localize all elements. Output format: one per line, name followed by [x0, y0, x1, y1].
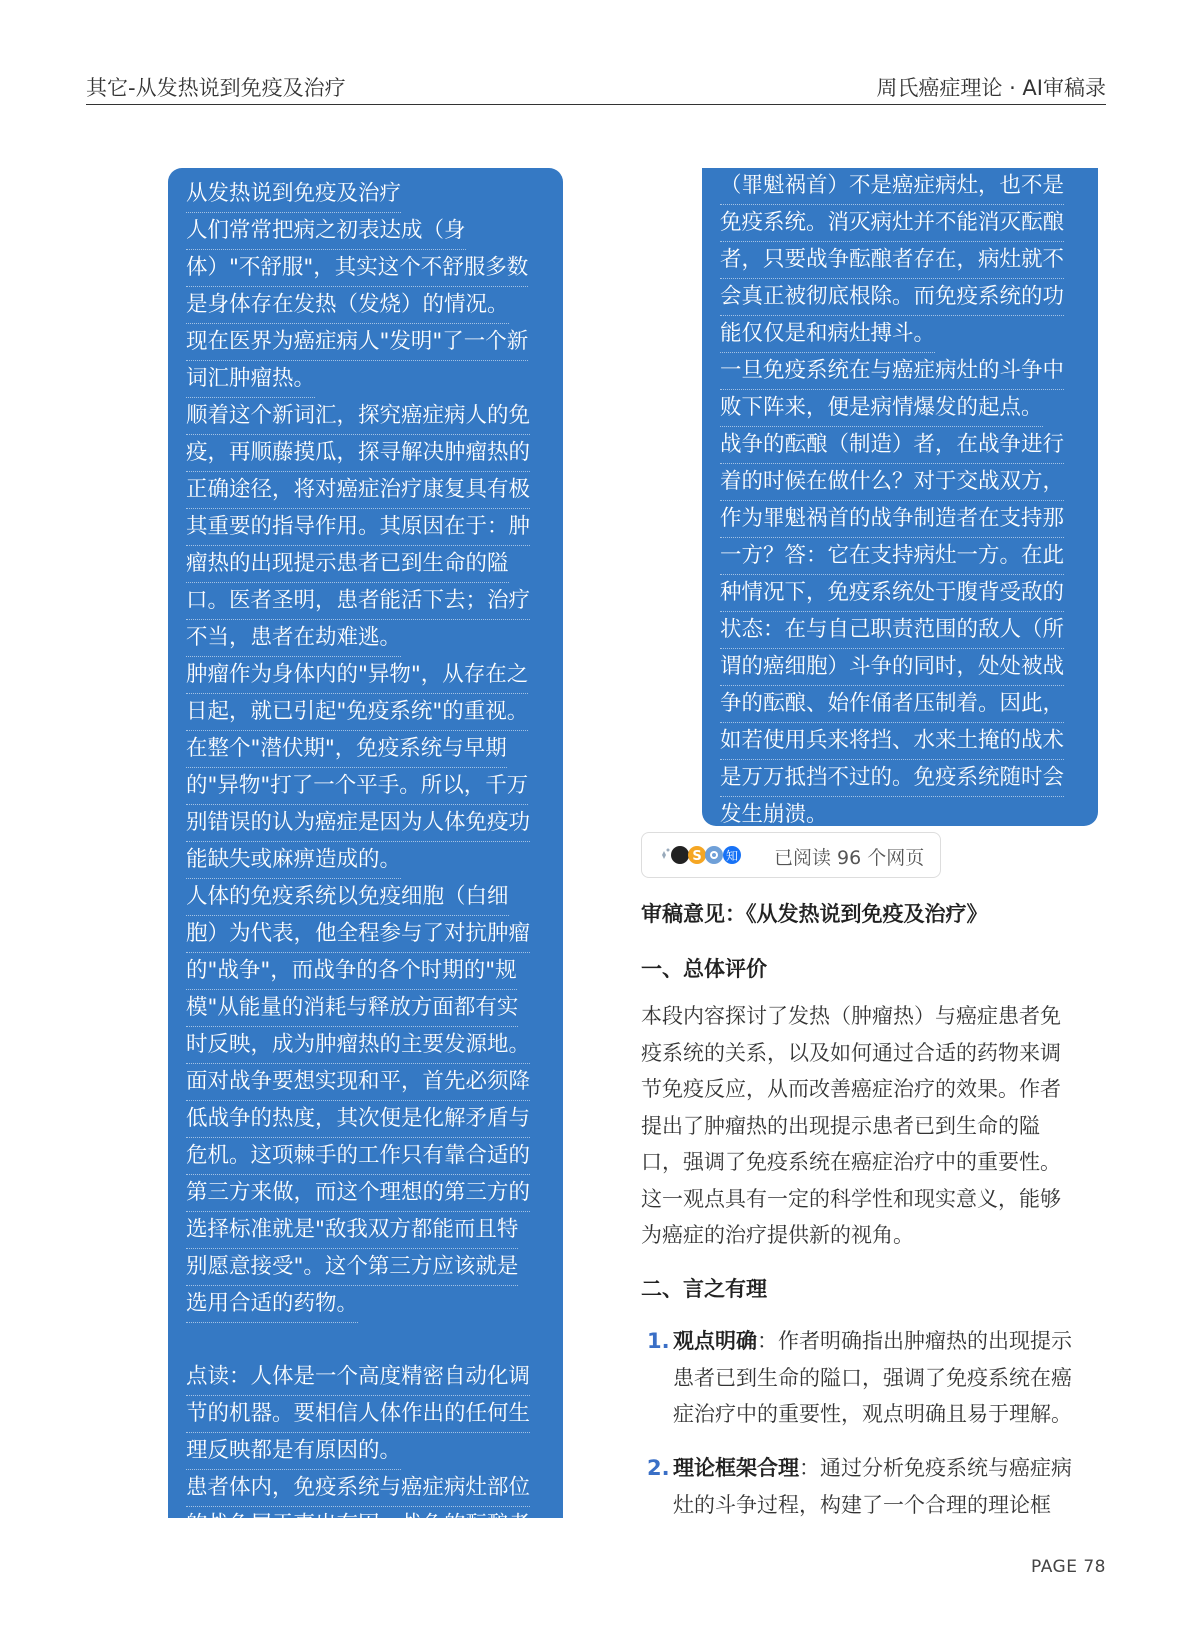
text-line: 人体的免疫系统以免疫细胞（白细 — [186, 879, 509, 916]
text-line: 是万万抵挡不过的。免疫系统随时会 — [720, 760, 1064, 797]
left-chat-bubble — [168, 168, 563, 1537]
list-number: 1. — [647, 1329, 670, 1353]
text-line: 的战争属于事出有因，战争的酝酿者 — [186, 1507, 530, 1544]
list-item-keyword: 观点明确 — [673, 1329, 757, 1353]
page-number: PAGE 78 — [1031, 1557, 1106, 1577]
header-book-title: 周氏癌症理论 · AI审稿录 — [876, 76, 1106, 100]
text-line: 肿瘤作为身体内的"异物"，从存在之 — [186, 657, 528, 694]
text-line: 别错误的认为癌症是因为人体免疫功 — [186, 805, 530, 842]
text-line: 疫，再顺藤摸瓜，探寻解决肿瘤热的 — [186, 435, 530, 472]
list-item-body — [673, 1323, 1072, 1433]
text-line: 模"从能量的消耗与释放方面都有实 — [186, 990, 518, 1027]
text-line: 疫系统的关系，以及如何通过合适的药物来调 — [641, 1040, 1061, 1065]
text-line: 是身体存在发热（发烧）的情况。 — [186, 287, 509, 324]
page-header — [86, 72, 1106, 105]
list-number: 2. — [647, 1456, 670, 1480]
gear-badge-icon — [705, 846, 723, 864]
right-chat-bubble — [702, 168, 1098, 826]
text-line: 本段内容探讨了发热（肿瘤热）与癌症患者免 — [641, 1004, 1061, 1028]
text-line: 日起，就已引起"免疫系统"的重视。 — [186, 694, 528, 731]
text-line: 不当，患者在劫难逃。 — [186, 620, 401, 657]
list-item-text: ：作者明确指出肿瘤热的出现提示 — [757, 1329, 1072, 1353]
text-line: 点读：人体是一个高度精密自动化调 — [186, 1359, 530, 1396]
list-item-text: ：通过分析免疫系统与癌症病 — [799, 1456, 1072, 1480]
text-line: 一旦免疫系统在与癌症病灶的斗争中 — [720, 353, 1064, 390]
text-line — [673, 1360, 1072, 1397]
text-line: 的"异物"打了一个平手。所以，千万 — [186, 768, 528, 805]
text-line: 面对战争要想实现和平，首先必须降 — [186, 1064, 530, 1101]
text-line: 状态：在与自己职责范围的敌人（所 — [720, 612, 1064, 649]
text-line: 免疫系统。消灭病灶并不能消灭酝酿 — [720, 205, 1064, 242]
sources-count-text: 已阅读 96 个网页 — [774, 847, 925, 869]
list-item — [641, 1450, 1101, 1530]
text-line: 选用合适的药物。 — [186, 1286, 358, 1323]
text-line: 提出了肿瘤热的出现提示患者已到生命的隘 — [641, 1113, 1040, 1138]
text-line: 理反映都是有原因的。 — [186, 1433, 401, 1470]
text-line: 体）"不舒服"，其实这个不舒服多数 — [186, 250, 528, 287]
text-line: 争的酝酿、始作俑者压制着。因此， — [720, 686, 1064, 723]
text-line: 危机。这项棘手的工作只有靠合适的 — [186, 1138, 530, 1175]
text-line: 发生崩溃。 — [720, 797, 828, 834]
svg-text:知: 知 — [725, 849, 739, 863]
source-icons — [656, 842, 756, 868]
text-line: 着的时候在做什么？对于交战双方， — [720, 464, 1064, 501]
right-bubble-text — [720, 168, 1080, 834]
sparkle-icon — [662, 849, 670, 860]
text-line: 选择标准就是"敌我双方都能而且特 — [186, 1212, 518, 1249]
text-line: 为癌症的治疗提供新的视角。 — [641, 1223, 914, 1247]
text-line: 会真正被彻底根除。而免疫系统的功 — [720, 279, 1064, 316]
text-line: 词汇肿瘤热。 — [186, 361, 315, 398]
sources-read-chip[interactable] — [641, 832, 941, 878]
text-line: 如若使用兵来将挡、水来土掩的战术 — [720, 723, 1064, 760]
text-line: 胞）为代表，他全程参与了对抗肿瘤 — [186, 916, 530, 953]
orange-s-icon — [688, 846, 706, 864]
text-line: 正确途径，将对癌症治疗康复具有极 — [186, 472, 530, 509]
text-line: 从发热说到免疫及治疗 — [186, 176, 401, 213]
text-line: 低战争的热度，其次便是化解矛盾与 — [186, 1101, 530, 1138]
svg-text:S: S — [692, 849, 702, 864]
section-heading-reasonable: 二、言之有理 — [641, 1277, 767, 1301]
list-item-keyword: 理论框架合理 — [673, 1456, 799, 1480]
text-line: 瘤热的出现提示患者已到生命的隘 — [186, 546, 509, 583]
text-line — [673, 1487, 1072, 1524]
zhihu-icon — [723, 846, 741, 864]
text-line: 这一观点具有一定的科学性和现实意义，能够 — [641, 1186, 1061, 1211]
left-bubble-text — [186, 176, 545, 1544]
text-line: 节免疫反应，从而改善癌症治疗的效果。作者 — [641, 1077, 1061, 1101]
dark-circle-icon — [671, 846, 689, 864]
text-line: 别愿意接受"。这个第三方应该就是 — [186, 1249, 518, 1286]
text-line: 一方？答：它在支持病灶一方。在此 — [720, 538, 1064, 575]
list-item-text: 症治疗中的重要性，观点明确且易于理解。 — [673, 1402, 1072, 1426]
header-chapter-title: 其它-从发热说到免疫及治疗 — [86, 76, 346, 100]
text-line: 口，强调了免疫系统在癌症治疗中的重要性。 — [641, 1150, 1061, 1174]
text-line: 在整个"潜伏期"，免疫系统与早期 — [186, 731, 507, 768]
text-line: 能缺失或麻痹造成的。 — [186, 842, 401, 879]
text-line: 谓的癌细胞）斗争的同时，处处被战 — [720, 649, 1064, 686]
list-item-body — [673, 1450, 1072, 1523]
list-item-text: 灶的斗争过程，构建了一个合理的理论框 — [673, 1492, 1051, 1517]
text-line: 现在医界为癌症病人"发明"了一个新 — [186, 324, 528, 361]
list-item — [641, 1323, 1101, 1438]
text-line: 能仅仅是和病灶搏斗。 — [720, 316, 935, 353]
list-item-text: 患者已到生命的隘口，强调了免疫系统在癌 — [673, 1365, 1072, 1390]
text-line: 作为罪魁祸首的战争制造者在支持那 — [720, 501, 1064, 538]
text-line: 战争的酝酿（制造）者，在战争进行 — [720, 427, 1064, 464]
text-line: 其重要的指导作用。其原因在于：肿 — [186, 509, 530, 546]
text-line: 时反映，成为肿瘤热的主要发源地。 — [186, 1027, 530, 1064]
review-title: 审稿意见：《从发热说到免疫及治疗》 — [641, 902, 988, 926]
overall-evaluation-paragraph — [641, 998, 1101, 1254]
text-line — [673, 1450, 1072, 1487]
text-line: 患者体内，免疫系统与癌症病灶部位 — [186, 1470, 530, 1507]
text-line: 的"战争"，而战争的各个时期的"规 — [186, 953, 517, 990]
text-line: （罪魁祸首）不是癌症病灶，也不是 — [720, 168, 1064, 205]
text-line — [673, 1323, 1072, 1360]
text-line — [673, 1396, 1072, 1433]
text-line: 者，只要战争酝酿者存在，病灶就不 — [720, 242, 1064, 279]
text-line: 节的机器。要相信人体作出的任何生 — [186, 1396, 530, 1433]
section-heading-overall: 一、总体评价 — [641, 957, 767, 981]
text-line: 败下阵来，便是病情爆发的起点。 — [720, 390, 1043, 427]
text-line: 顺着这个新词汇，探究癌症病人的免 — [186, 398, 530, 435]
text-line: 口。医者圣明，患者能活下去；治疗 — [186, 583, 530, 620]
text-line: 第三方来做，而这个理想的第三方的 — [186, 1175, 530, 1212]
text-line: 人们常常把病之初表达成（身 — [186, 213, 466, 250]
text-line: 种情况下，免疫系统处于腹背受敌的 — [720, 575, 1064, 612]
